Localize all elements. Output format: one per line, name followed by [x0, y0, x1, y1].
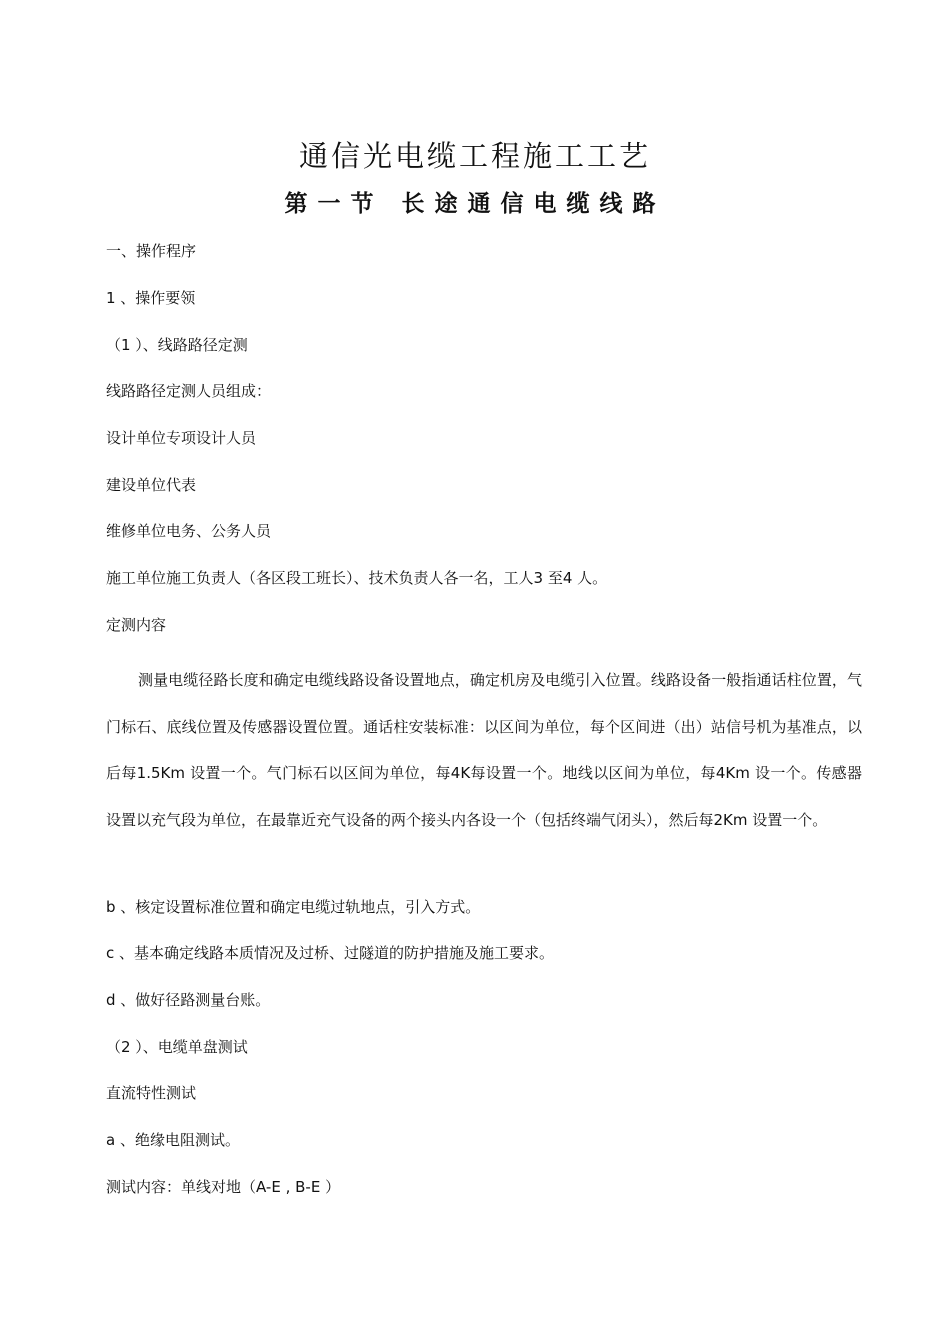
heading-cable-test: （2 ）、电缆单盘测试 — [106, 1038, 248, 1056]
survey-content-paragraph: 测量电缆径路长度和确定电缆线路设备设置地点，确定机房及电缆引入位置。线路设备一般指通话柱位置，气门标石、底线位置及传感器设置位置。通话柱安装标准：以区间为单位，每个区间进（出）站信号机为基准点，以后每1.5Km 设置一个。气门标石以区间为单位，每4K每设置一个。地线以区间为单位，每4Km 设一个。传感器设置以充气段为单位，在最靠近充气设备的两个接头内各设一个（包括终端气闭头），然后每2Km 设置一个。 — [106, 671, 862, 829]
heading-operation-essentials: 1 、操作要领 — [106, 289, 196, 307]
text-insulation-test: a 、绝缘电阻测试。 — [106, 1131, 240, 1149]
text-construction-owner: 建设单位代表 — [106, 476, 197, 494]
heading-route-survey: （1 ）、线路路径定测 — [106, 336, 248, 354]
text-construction-unit: 施工单位施工负责人（各区段工班长）、技术负责人各一名，工人3 至4 人。 — [106, 569, 608, 587]
text-design-unit: 设计单位专项设计人员 — [106, 429, 257, 447]
text-test-content: 测试内容：单线对地（A-E , B-E ） — [106, 1178, 341, 1196]
text-dc-test: 直流特性测试 — [106, 1084, 197, 1102]
section-heading: 第一节 长途通信电缆线路 — [284, 191, 666, 217]
heading-operation-procedure: 一、操作程序 — [106, 242, 197, 260]
heading-survey-content: 定测内容 — [106, 616, 167, 634]
text-item-d: d 、做好径路测量台账。 — [106, 991, 271, 1009]
text-item-b: b 、核定设置标准位置和确定电缆过轨地点，引入方式。 — [106, 898, 481, 916]
document-title: 通信光电缆工程施工工艺 — [298, 139, 651, 173]
text-survey-staff: 线路路径定测人员组成： — [106, 382, 272, 400]
text-item-c: c 、基本确定线路本质情况及过桥、过隧道的防护措施及施工要求。 — [106, 944, 555, 962]
text-maintenance-unit: 维修单位电务、公务人员 — [106, 522, 272, 540]
